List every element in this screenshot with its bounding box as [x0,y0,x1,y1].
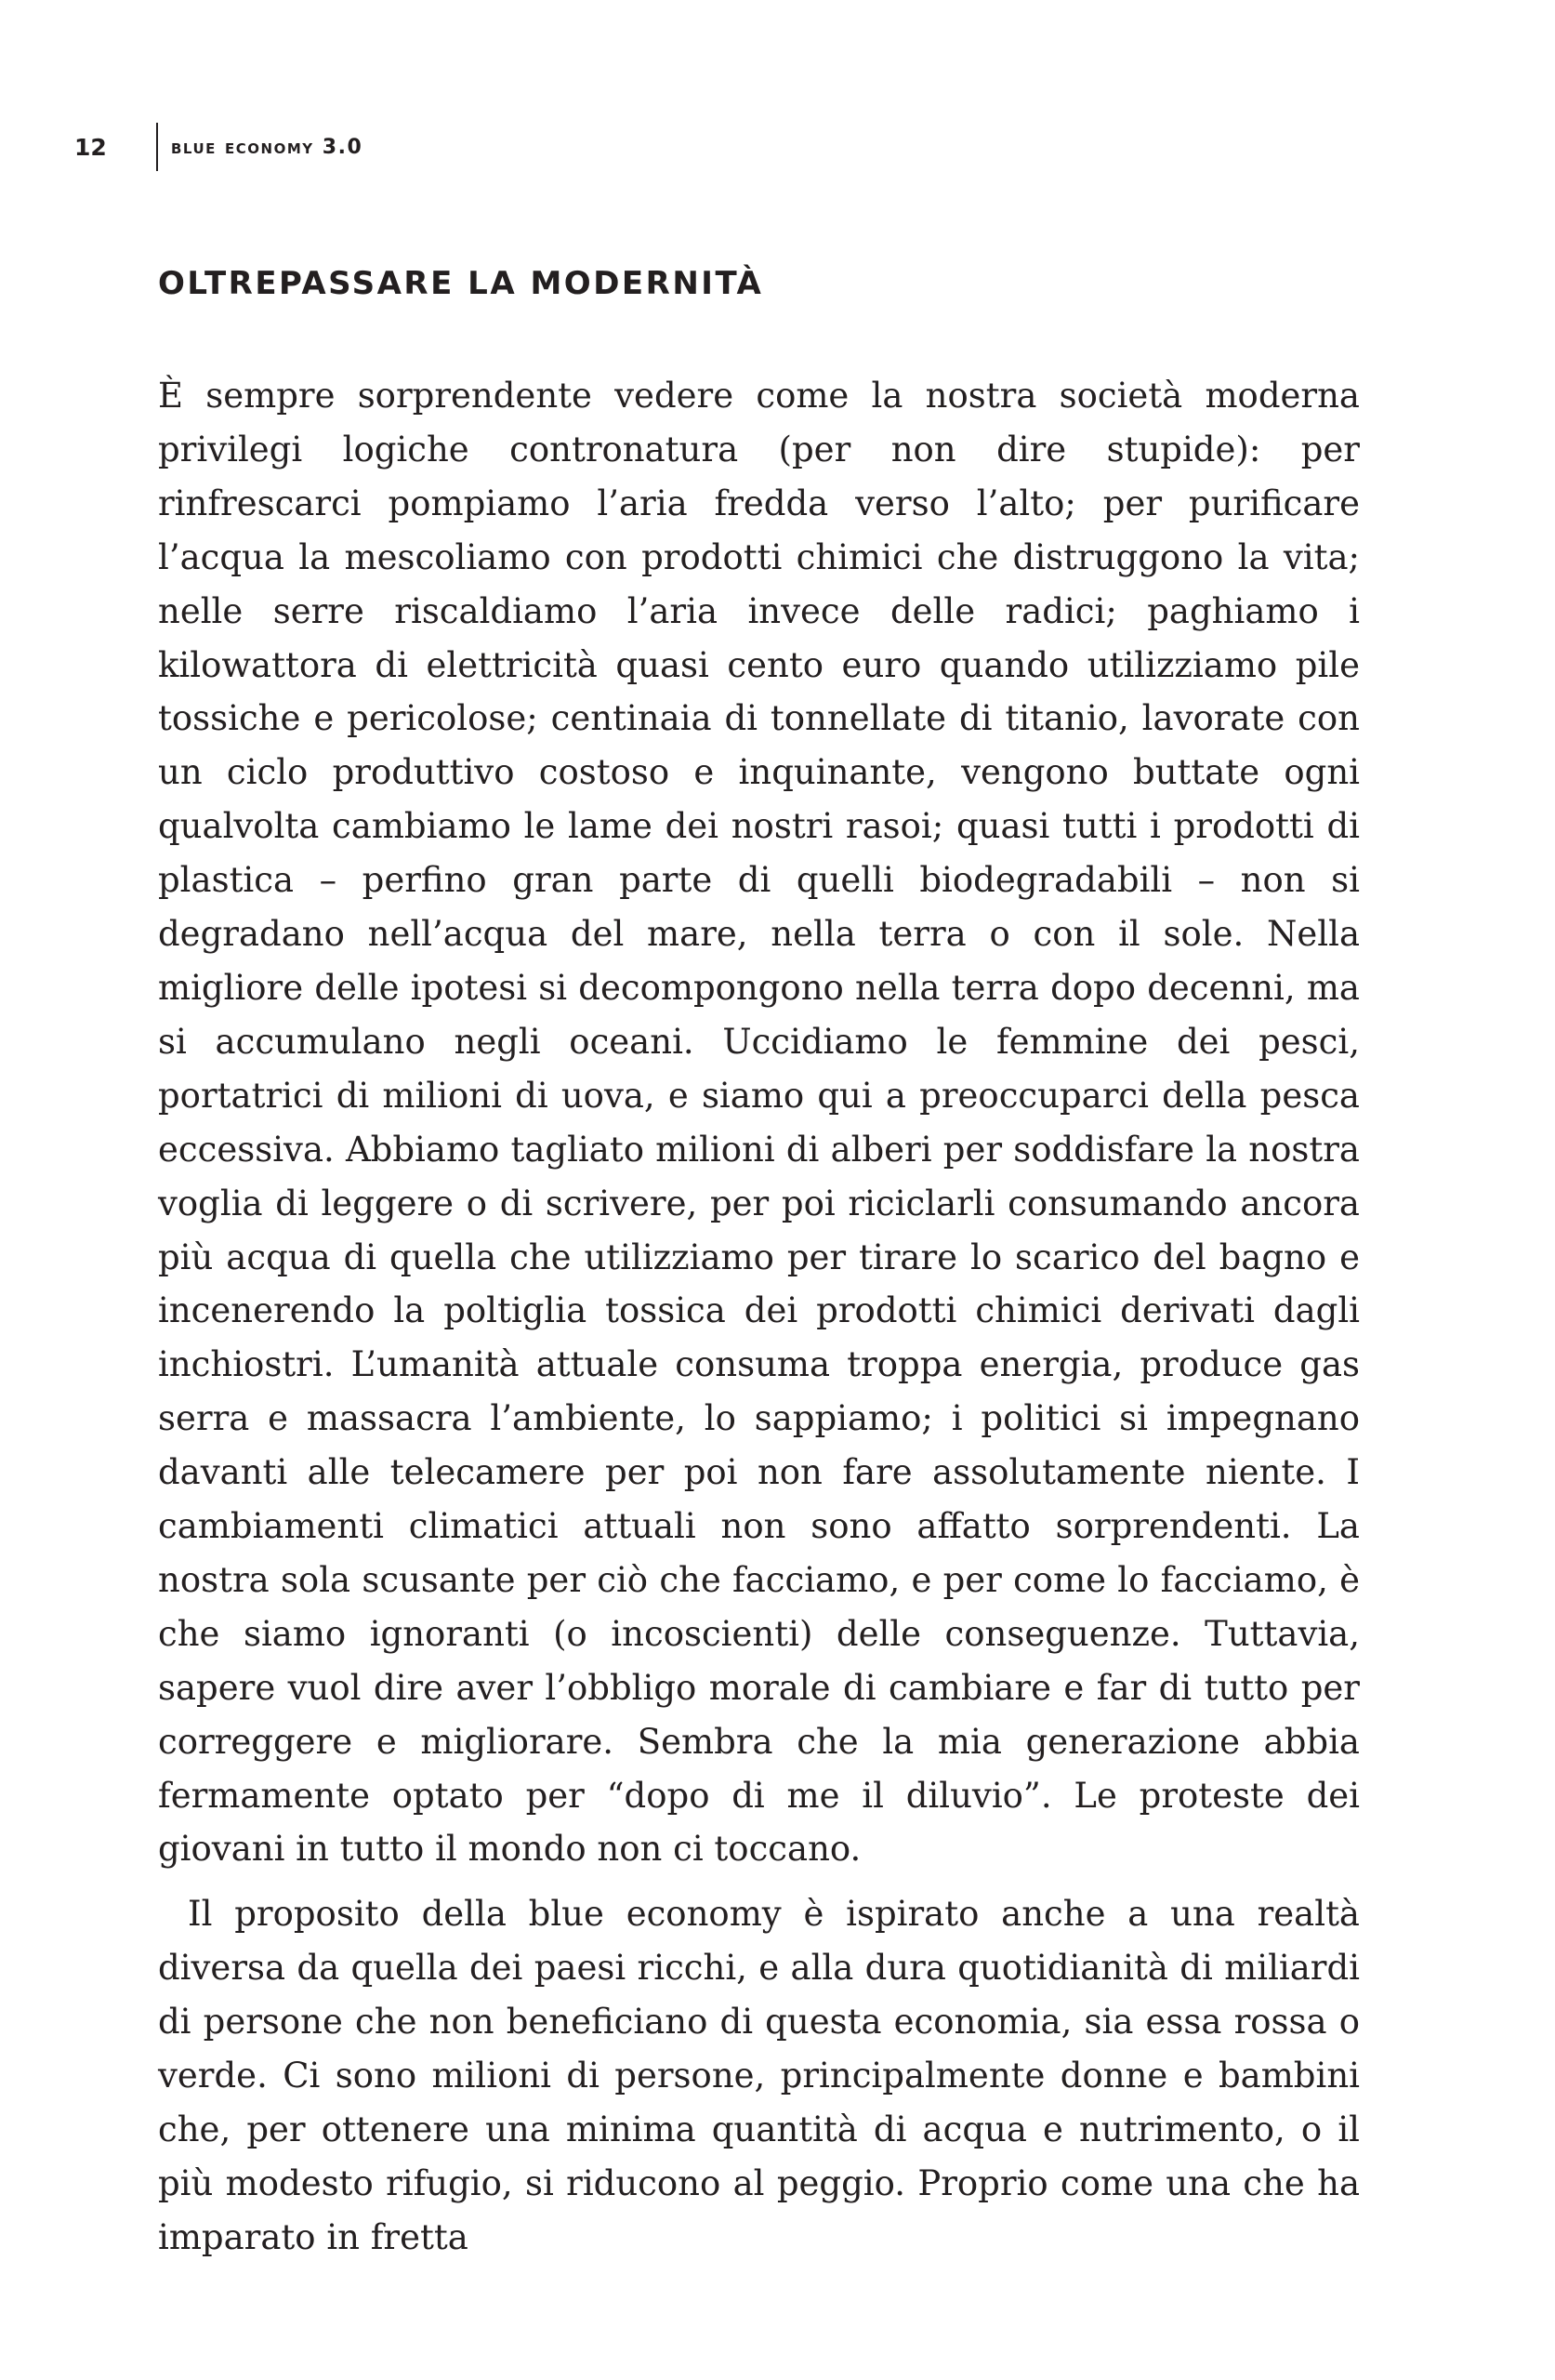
paragraph-1: È sempre sorprendente vedere come la nostra società moderna privilegi logiche contronatura (per non dire stupide): per rinfrescarci pompiamo l’aria fredda verso l’alto; per purificare l’acqua la mescoliamo con prodotti chimici che distruggono la vita; nelle serre riscaldiamo l’aria invece delle radici; paghiamo i kilowattora di elettricità quasi cento euro quando utilizziamo pile tossiche e pericolose; centinaia di tonnellate di titanio, lavorate con un ciclo produttivo costoso e inquinante, vengono buttate ogni qualvolta cambiamo le lame dei nostri rasoi; quasi tutti i prodotti di plastica – perfino gran parte di quelli biodegradabili – non si degradano nell’acqua del mare, nella terra o con il sole. Nella migliore delle ipotesi si decompongono nella terra dopo decenni, ma si accumulano negli oceani. Uccidiamo le femmine dei pesci, portatrici di milioni di uova, e siamo qui a preoccuparci della pesca eccessiva. Abbiamo tagliato milioni di alberi per soddisfare la nostra voglia di leggere o di scrivere, per poi riciclarli consumando ancora più acqua di quella che utilizziamo per tirare lo scarico del bagno e incenerendo la poltiglia tossica dei prodotti chimici derivati dagli inchiostri. L’umanità attuale consuma troppa energia, produce gas serra e massacra l’ambiente, lo sappiamo; i politici si impegnano davanti alle telecamere per poi non fare assolutamente niente. I cambiamenti climatici attuali non sono affatto sorprendenti. La nostra sola scusante per ciò che facciamo, e per come lo facciamo, è che siamo ignoranti (o incoscienti) delle conseguenze. Tuttavia, sapere vuol dire aver l’obbligo morale di cambiare e far di tutto per correggere e migliorare. Sembra che la mia generazione abbia fermamente optato per “dopo di me il diluvio”. Le proteste dei giovani in tutto il mondo non ci toccano. [158,376,1360,1870]
running-head-title: blue economy 3.0 [171,135,363,159]
running-head [74,130,362,164]
running-head-divider [156,123,158,171]
body-text [158,369,1360,2265]
section-heading: OLTREPASSARE LA MODERNITÀ [158,265,764,302]
page-number: 12 [74,133,107,161]
paragraph-2: Il proposito della blue economy è ispirato anche a una realtà diversa da quella dei paesi ricchi, e alla dura quotidianità di miliardi di persone che non beneficiano di questa economia, sia essa rossa o verde. Ci sono milioni di persone, principalmente donne e bambini che, per ottenere una minima quantità di acqua e nutrimento, o il più modesto rifugio, si riducono al peggio. Proprio come una che ha imparato in fretta [158,1894,1360,2257]
